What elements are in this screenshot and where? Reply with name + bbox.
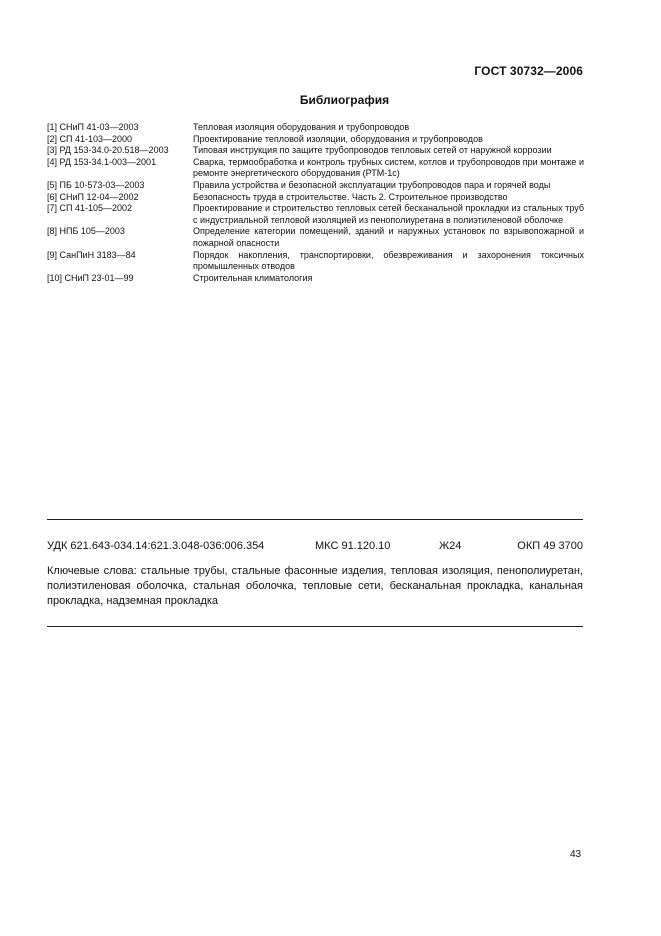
bibliography-entry: [47, 192, 584, 204]
entry-reference: [4] РД 153-34.1-003—2001: [47, 156, 157, 167]
entry-title: Порядок накопления, транспортировки, обезвреживания и захоронения токсичных промышленных отводов: [193, 249, 584, 272]
okp-code: ОКП 49 3700: [517, 540, 583, 552]
bibliography-entry: [47, 180, 584, 192]
bibliography-list: [47, 122, 584, 284]
standard-code: ГОСТ 30732—2006: [474, 64, 583, 78]
bibliography-entry: [47, 226, 584, 249]
bibliography-heading: Библиография: [299, 93, 390, 107]
entry-reference: [7] СП 41-105—2002: [47, 203, 133, 214]
entry-title: Сварка, термообработка и контроль трубных систем, котлов и трубопроводов при монтаже и ремонте энергетического оборудования (РТМ-1с): [193, 156, 584, 179]
entry-reference: [5] ПБ 10-573-03—2003: [47, 179, 145, 190]
mks-code: МКС 91.120.10: [315, 540, 391, 552]
entry-reference: [2] СП 41-103—2000: [47, 133, 133, 144]
entry-reference: [8] НПБ 105—2003: [47, 226, 125, 237]
bibliography-entry: [47, 157, 584, 180]
entry-title: Правила устройства и безопасной эксплуатации трубопроводов пара и горячей воды: [193, 179, 551, 190]
entry-reference: [6] СНиП 12-04—2002: [47, 191, 139, 202]
bibliography-entry: [47, 134, 584, 146]
group-code: Ж24: [439, 540, 462, 552]
bibliography-entry: [47, 203, 584, 226]
entry-title: Строительная климатология: [193, 272, 313, 283]
keywords-text: Ключевые слова: стальные трубы, стальные фасонные изделия, тепловая изоляция, пенополиуретан, полиэтиленовая оболочка, стальная оболочка, тепловые сети, бесканальная прокладка, канальная прокладка, надземная прокладка: [47, 565, 583, 607]
entry-title: Типовая инструкция по защите трубопроводов тепловых сетей от наружной коррозии: [193, 145, 552, 156]
entry-reference: [3] РД 153-34.0-20.518—2003: [47, 145, 169, 156]
entry-reference: [9] СанПиН 3183—84: [47, 249, 136, 260]
entry-reference: [1] СНиП 41-03—2003: [47, 122, 139, 132]
bibliography-entry: [47, 145, 584, 157]
entry-title: Безопасность труда в строительстве. Часть 2. Строительное производство: [193, 191, 508, 202]
bibliography-entry: [47, 273, 584, 285]
entry-title: Проектирование тепловой изоляции, оборудования и трубопроводов: [193, 133, 483, 144]
entry-title: Тепловая изоляция оборудования и трубопроводов: [193, 122, 410, 132]
entry-title: Определение категории помещений, зданий и наружных установок по взрывопожарной и пожарной опасности: [193, 226, 584, 248]
classification-line: [47, 540, 583, 554]
bibliography-entry: [47, 250, 584, 273]
top-divider: [47, 519, 583, 520]
bottom-divider: [47, 626, 583, 627]
entry-title: Проектирование и строительство тепловых сетей бесканальной прокладки из стальных труб с индустриальной тепловой изоляцией из пенополиуретана в полиэтиленовой оболочке: [193, 203, 584, 225]
entry-reference: [10] СНиП 23-01—99: [47, 272, 134, 283]
bibliography-entry: [47, 122, 584, 134]
page-number: 43: [570, 849, 582, 860]
udk-code: УДК 621.643-034.14:621.3.048-036:006.354: [47, 540, 265, 552]
